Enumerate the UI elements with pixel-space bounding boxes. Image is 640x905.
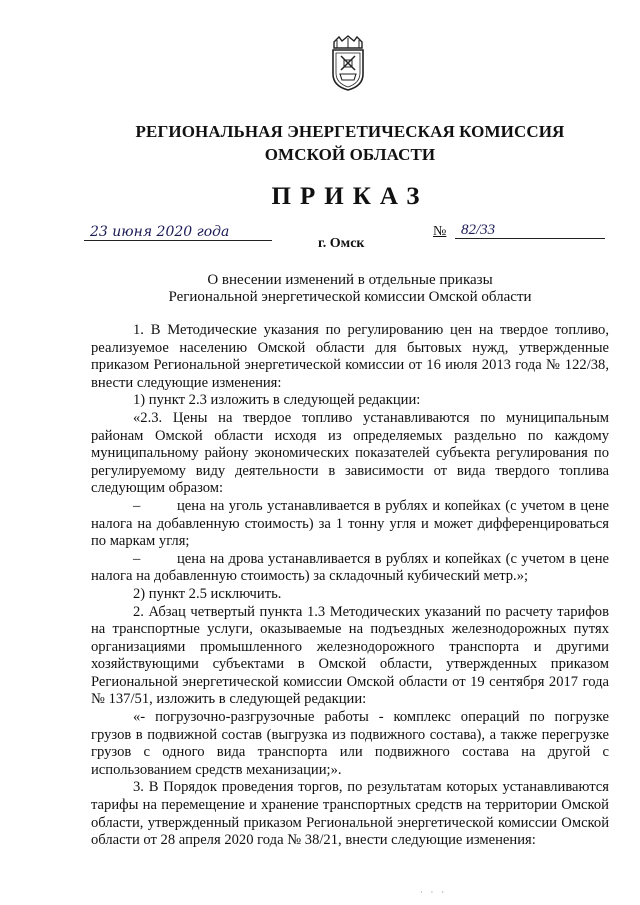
subject-line1: О внесении изменений в отдельные приказы [207, 272, 493, 288]
list-dash: – [133, 497, 141, 514]
paragraph-item2-3: «2.3. Цены на твердое топливо устанавливаются по муниципальным районам Омской области исходя из определяемых раздельно по каждому муниципальному району экономических показателей субъекта регулирования по регулируемому виду деятельности в зависимости от вида твердого топлива следующим образом: [91, 409, 609, 497]
date-underline [84, 240, 272, 241]
paragraph-item1: 1. В Методические указания по регулированию цен на твердое топливо, реализуемое населению Омской области для бытовых нужд, утвержденные приказом Региональной энергетической комиссии от 16 июля 2013 года № 122/38, внести следующие изменения: [91, 322, 609, 391]
document-body [91, 322, 609, 850]
order-date: 23 июня 2020 года [90, 224, 230, 240]
scan-specks: · · · [420, 888, 447, 897]
omsk-coat-of-arms-icon [329, 34, 367, 92]
list-item-coal [91, 498, 609, 551]
subject-line2: Региональной энергетической комиссии Омской области [168, 289, 532, 305]
paragraph-item2: 2. Абзац четвертый пункта 1.3 Методических указаний по расчету тарифов на транспортные услуги, оказываемые на подъездных железнодорожных путях организациями промышленного железнодорожного транспорта и другими хозяйствующими субъектами в Омской области, утвержденных приказом Региональной энергетической комиссии Омской области от 19 сентября 2017 года № 137/51, изложить в следующей редакции: [91, 603, 609, 708]
paragraph-item1-1: 1) пункт 2.3 изложить в следующей редакции: [133, 392, 421, 409]
list-item-firewood-text: цена на дрова устанавливается в рублях и копейках (с учетом в цене налога на добавленную стоимость) за складочный кубический метр.»; [91, 550, 609, 585]
list-item-firewood [91, 551, 609, 586]
order-number-label: № [433, 224, 447, 239]
list-item-coal-text: цена на уголь устанавливается в рублях и копейках (с учетом в цене налога на добавленную стоимость) за 1 тонну угля и может дифференцироваться по маркам угля; [91, 497, 609, 550]
paragraph-item3: 3. В Порядок проведения торгов, по результатам которых устанавливаются тарифы на перемещение и хранение транспортных средств на территории Омской области, утвержденный приказом Региональной энергетической комиссии Омской области от 28 апреля 2020 года № 38/21, внести следующие изменения: [91, 779, 609, 849]
list-dash: – [133, 550, 141, 567]
organization-name-line2: ОМСКОЙ ОБЛАСТИ [264, 145, 436, 164]
paragraph-item2-quote: «- погрузочно-разгрузочные работы - комплекс операций по погрузке грузов в подвижной состав (выгрузка из подвижного состава), а также перегрузке грузов с одного вида транспорта или подвижного состава на другой с использованием средств механизации;». [91, 709, 609, 778]
document-subject [0, 272, 640, 306]
organization-name-line1: РЕГИОНАЛЬНАЯ ЭНЕРГЕТИЧЕСКАЯ КОМИССИЯ [135, 122, 565, 141]
paragraph-item1-2: 2) пункт 2.5 исключить. [133, 585, 282, 602]
document-title: ПРИКАЗ [271, 183, 429, 210]
order-number: 82/33 [461, 222, 496, 238]
number-underline [455, 238, 605, 239]
city-label: г. Омск [318, 236, 365, 251]
